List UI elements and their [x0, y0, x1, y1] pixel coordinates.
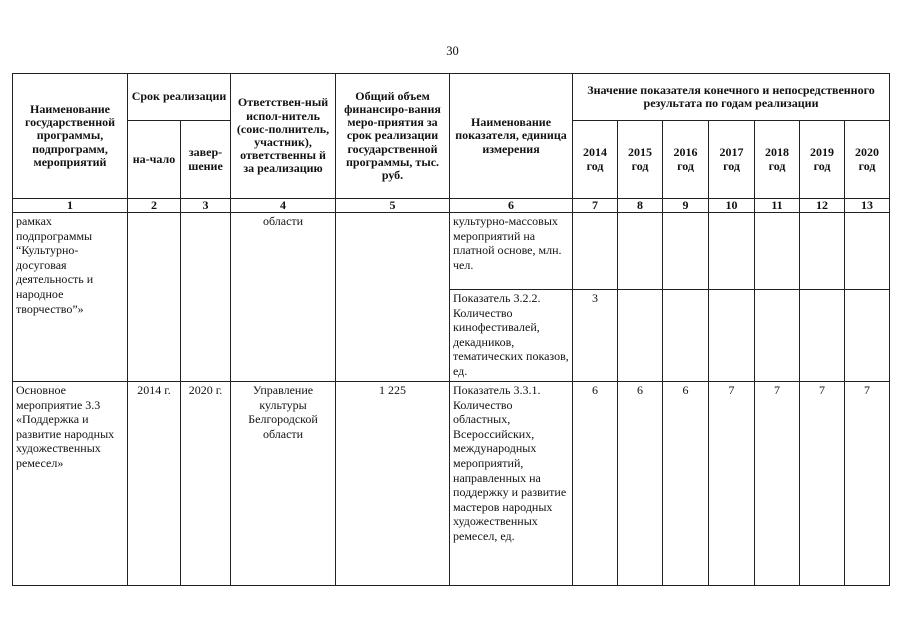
value-cell: 7 [800, 382, 845, 586]
value-cell [618, 290, 663, 382]
header-year-2020: 2020 год [845, 121, 890, 199]
value-cell [709, 290, 755, 382]
indicators-table [12, 73, 890, 586]
program-name-cell: рамках подпрограммы “Культурно-досуговая деятельность и народное творчество”» [13, 213, 128, 382]
table-row [13, 213, 890, 290]
value-cell [755, 213, 800, 290]
value-cell [845, 213, 890, 290]
value-cell [755, 290, 800, 382]
header-year-2016: 2016 год [663, 121, 709, 199]
end-cell: 2020 г. [181, 382, 231, 586]
start-cell [128, 213, 181, 382]
responsible-cell: области [231, 213, 336, 382]
end-cell [181, 213, 231, 382]
indicator-cell: культурно-массовых мероприятий на платной основе, млн. чел. [450, 213, 573, 290]
column-number: 6 [450, 199, 573, 213]
header-indicator: Наименование показателя, единица измерения [450, 74, 573, 199]
column-number: 1 [13, 199, 128, 213]
value-cell [800, 290, 845, 382]
column-number: 2 [128, 199, 181, 213]
column-number: 12 [800, 199, 845, 213]
value-cell: 7 [845, 382, 890, 586]
indicator-cell: Показатель 3.2.2. Количество кинофестивалей, декадников, тематических показов, ед. [450, 290, 573, 382]
header-year-2015: 2015 год [618, 121, 663, 199]
header-values-title: Значение показателя конечного и непосредственного результата по годам реализации [573, 74, 890, 121]
header-year-2014: 2014 год [573, 121, 618, 199]
value-cell: 6 [618, 382, 663, 586]
value-cell [709, 213, 755, 290]
start-cell: 2014 г. [128, 382, 181, 586]
column-number: 10 [709, 199, 755, 213]
column-number: 9 [663, 199, 709, 213]
funding-cell [336, 213, 450, 382]
value-cell [663, 213, 709, 290]
header-responsible: Ответствен-ный испол-нитель (соис-полнитель, участник), ответственны й за реализацию [231, 74, 336, 199]
column-number: 7 [573, 199, 618, 213]
indicator-cell: Показатель 3.3.1. Количество областных, Всероссийских, международных мероприятий, направленных на поддержку и развитие мастеров народных художественных ремесел, ед. [450, 382, 573, 586]
column-numbers-row [13, 199, 890, 213]
column-number: 11 [755, 199, 800, 213]
header-year-2019: 2019 год [800, 121, 845, 199]
header-year-2018: 2018 год [755, 121, 800, 199]
value-cell: 3 [573, 290, 618, 382]
column-number: 8 [618, 199, 663, 213]
value-cell [845, 290, 890, 382]
value-cell [800, 213, 845, 290]
value-cell: 6 [573, 382, 618, 586]
header-start: на-чало [128, 121, 181, 199]
column-number: 13 [845, 199, 890, 213]
value-cell: 7 [709, 382, 755, 586]
value-cell [573, 213, 618, 290]
responsible-cell: Управление культуры Белгородской области [231, 382, 336, 586]
value-cell [663, 290, 709, 382]
column-number: 3 [181, 199, 231, 213]
header-funding: Общий объем финансиро-вания меро-приятия за срок реализации государственной программы, тыс. руб. [336, 74, 450, 199]
program-name-cell: Основное мероприятие 3.3 «Поддержка и развитие народных художественных ремесел» [13, 382, 128, 586]
page-number: 30 [446, 44, 459, 58]
value-cell: 7 [755, 382, 800, 586]
column-number: 5 [336, 199, 450, 213]
column-number: 4 [231, 199, 336, 213]
header-year-2017: 2017 год [709, 121, 755, 199]
value-cell [618, 213, 663, 290]
table-row [13, 382, 890, 586]
funding-cell: 1 225 [336, 382, 450, 586]
header-end: завер-шение [181, 121, 231, 199]
value-cell: 6 [663, 382, 709, 586]
header-name: Наименование государственной программы, подпрограмм, мероприятий [13, 74, 128, 199]
header-term: Срок реализации [128, 74, 231, 121]
